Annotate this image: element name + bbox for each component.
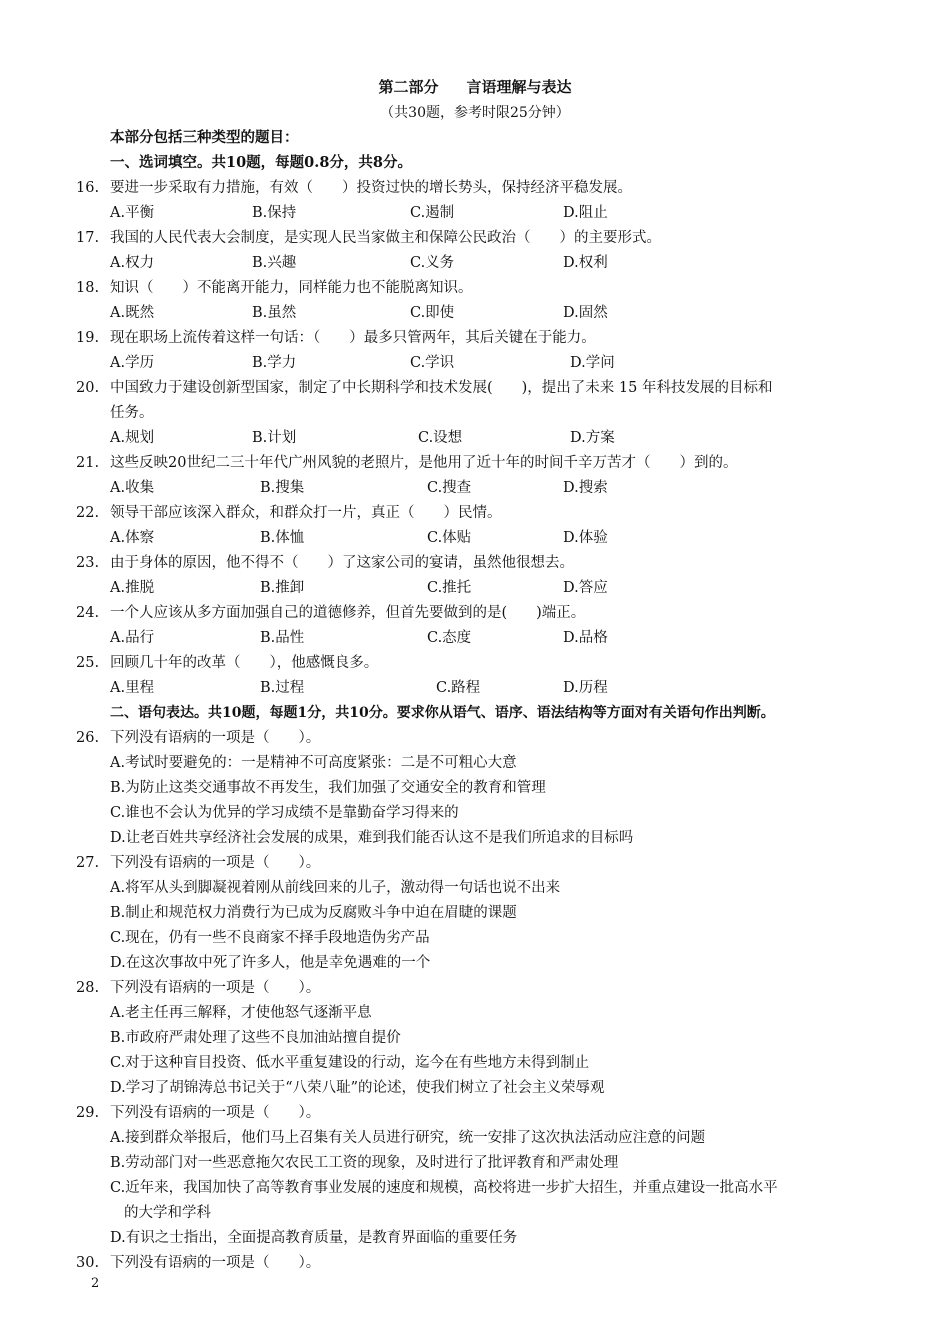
option: D.在这次事故中死了许多人，他是幸免遇难的一个 (110, 955, 431, 971)
option: A.既然 (110, 305, 155, 321)
option: B.体恤 (260, 530, 305, 546)
option: D.答应 (563, 580, 608, 596)
option: A.推脱 (110, 580, 155, 596)
option: D.搜索 (563, 480, 608, 496)
option: B.品性 (260, 630, 305, 646)
option: B.搜集 (260, 480, 305, 496)
option: B.计划 (252, 430, 297, 446)
option: C.路程 (436, 680, 481, 696)
option: D.有识之士指出，全面提高教育质量，是教育界面临的重要任务 (110, 1230, 518, 1246)
option: A.品行 (110, 630, 155, 646)
option: A.平衡 (110, 205, 155, 221)
option: C.遏制 (410, 205, 455, 221)
option: B.推卸 (260, 580, 305, 596)
option: C.设想 (418, 430, 463, 446)
question-20-continued: 任务。 (110, 405, 154, 421)
option: C.搜查 (427, 480, 472, 496)
option: D.历程 (563, 680, 608, 696)
option: B.为防止这类交通事故不再发生，我们加强了交通安全的教育和管理 (110, 780, 546, 796)
option: C.义务 (410, 255, 455, 271)
option: C.态度 (427, 630, 472, 646)
option: A.体察 (110, 530, 155, 546)
option: C.现在，仍有一些不良商家不择手段地造伪劣产品 (110, 930, 430, 946)
document-page: 第二部分 言语理解与表达 （共30题，参考时限25分钟） 本部分包括三种类型的题目： 一、选词填空。共10题，每题0.8分，共8分。 16. 要进一步采取有力措施，有效（ ）投资过快的增长势头，保持经济平稳发展。 A.平衡 B.保持 C.遏制 D.阻止 17. 我国的人民代表大会制度，是实现人民当家做主和保障公民政治（ ）的主要形式。 A.权力 B.兴趣 C.义务 D.权利 18. 知识（ ）不能离开能力，同样能力也不能脱离知识。 A.既然 B.虽然 C.即使 D.固然 19. 现在职场上流传着这样一句话：（ ）最多只管两年，其后关键在于能力。 A.学历 B.学力 C.学识 D.学问 20. 中国致力于建设创新型国家，制定了中长期科学和技术发展( )，提出了未来 15 年科技发展的目标和 任务。 A.规划 B.计划 C.设想 D.方案 21. 这些反映20世纪二三十年代广州风貌的老照片，是他用了近十年的时间千辛万苦才（ ）到的。 A.收集 B.搜集 C.搜查 D.搜索 22. 领导干部应该深入群众，和群众打一片，真正（ ）民情。 A.体察 B.体恤 C.体贴 D.体验 23. 由于身体的原因，他不得不（ ）了这家公司的宴请，虽然他很想去。 A.推脱 B.推卸 C.推托 D.答应 24. 一个人应该从多方面加强自己的道德修养，但首先要做到的是( )端正。 A.品行 B.品性 C.态度 D.品格 25. 回顾几十年的改革（ ），他感慨良多。 A.里程 B.过程 C.路程 D.历程 二、语句表达。共10题，每题1分，共10分。要求你从语气、语序、语法结构等方面对有关语句作出判断。 26. 下列没有语病的一项是（ ）。 A.考试时要避免的：一是精神不可高度紧张：二是不可粗心大意 B.为防止这类交通事故不再发生，我们加强了交通安全的教育和管理 C.谁也不会认为优异的学习成绩不是靠勤奋学习得来的 D.让老百姓共享经济社会发展的成果，难到我们能否认这不是我们所追求的目标吗 27. 下列没有语病的一项是（ ）。 A.将军从头到脚凝视着刚从前线回来的儿子，激动得一句话也说不出来 B.制止和规范权力消费行为已成为反腐败斗争中迫在眉睫的课题 C.现在，仍有一些不良商家不择手段地造伪劣产品 D.在这次事故中死了许多人，他是幸免遇难的一个 28. 下列没有语病的一项是（ ）。 A.老主任再三解释，才使他怒气逐渐平息 B.市政府严肃处理了这些不良加油站擅自提价 C.对于这种盲目投资、低水平重复建设的行动，迄今在有些地方未得到制止 D.学习了胡锦涛总书记关于“八荣八耻”的论述，使我们树立了社会主义荣辱观 29. 下列没有语病的一项是（ ）。 A.接到群众举报后，他们马上召集有关人员进行研究，统一安排了这次执法活动应注意的问题 B.劳动部门对一些恶意拖欠农民工工资的现象，及时进行了批评教育和严肃处理 C.近年来，我国加快了高等教育事业发展的速度和规模，高校将进一步扩大招生，并重点建设一批高水平 的大学和学科 D.有识之士指出，全面提高教育质量，是教育界面临的重要任务 30. 下列没有语病的一项是（ ）。 2 (0, 0, 950, 1344)
option: A.规划 (110, 430, 155, 446)
option: A.考试时要避免的：一是精神不可高度紧张：二是不可粗心大意 (110, 755, 517, 771)
section1-heading: 一、选词填空。共10题，每题0.8分，共8分。 (110, 154, 412, 171)
option: A.权力 (110, 255, 155, 271)
option: B.过程 (260, 680, 305, 696)
option: D.方案 (570, 430, 615, 446)
option: D.固然 (563, 305, 608, 321)
option: C.即使 (410, 305, 455, 321)
option: D.权利 (563, 255, 608, 271)
option: C.学识 (410, 355, 455, 371)
option: B.制止和规范权力消费行为已成为反腐败斗争中迫在眉睫的课题 (110, 905, 517, 921)
option: A.接到群众举报后，他们马上召集有关人员进行研究，统一安排了这次执法活动应注意的问题 (110, 1130, 706, 1146)
option: D.品格 (563, 630, 608, 646)
option: B.市政府严肃处理了这些不良加油站擅自提价 (110, 1030, 401, 1046)
page-title (0, 76, 950, 97)
option: C.体贴 (427, 530, 472, 546)
option: B.学力 (252, 355, 297, 371)
option-continued: 的大学和学科 (124, 1205, 211, 1221)
option: A.收集 (110, 480, 155, 496)
option: B.兴趣 (252, 255, 297, 271)
option: A.将军从头到脚凝视着刚从前线回来的儿子，激动得一句话也说不出来 (110, 880, 561, 896)
option: C.对于这种盲目投资、低水平重复建设的行动，迄今在有些地方未得到制止 (110, 1055, 590, 1071)
part-label: 第二部分 (378, 78, 439, 96)
option: D.让老百姓共享经济社会发展的成果，难到我们能否认这不是我们所追求的目标吗 (110, 830, 634, 846)
option: D.阻止 (563, 205, 608, 221)
option: D.学习了胡锦涛总书记关于“八荣八耻”的论述，使我们树立了社会主义荣辱观 (110, 1080, 605, 1096)
intro-text: 本部分包括三种类型的题目： (110, 129, 299, 146)
option: A.里程 (110, 680, 155, 696)
option: C.推托 (427, 580, 472, 596)
section-title: 言语理解与表达 (466, 78, 572, 96)
option: A.老主任再三解释，才使他怒气逐渐平息 (110, 1005, 372, 1021)
option: B.虽然 (252, 305, 297, 321)
option: B.劳动部门对一些恶意拖欠农民工工资的现象，及时进行了批评教育和严肃处理 (110, 1155, 619, 1171)
option: D.学问 (570, 355, 615, 371)
option: A.学历 (110, 355, 155, 371)
section2-heading: 二、语句表达。共10题，每题1分，共10分。要求你从语气、语序、语法结构等方面对有关语句作出判断。 (110, 705, 775, 721)
option: B.保持 (252, 205, 297, 221)
option: C.谁也不会认为优异的学习成绩不是靠勤奋学习得来的 (110, 805, 459, 821)
page-number: 2 (91, 1276, 100, 1291)
option: D.体验 (563, 530, 608, 546)
option: C.近年来，我国加快了高等教育事业发展的速度和规模，高校将进一步扩大招生，并重点建设一批高水平 (110, 1180, 778, 1196)
page-subtitle: （共30题，参考时限25分钟） (380, 105, 570, 121)
